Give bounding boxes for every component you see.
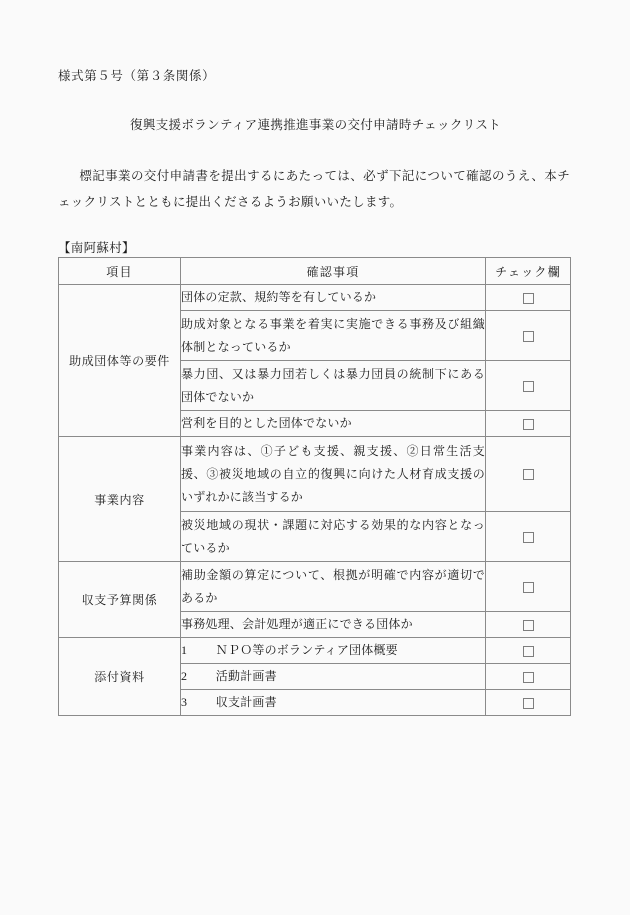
attachment-number: 2 [181, 669, 188, 683]
checklist-item-text [181, 664, 486, 690]
checklist-item-text [181, 638, 486, 664]
checkbox-cell[interactable] [486, 690, 571, 716]
table-row [59, 437, 571, 512]
checkbox-cell[interactable] [486, 562, 571, 612]
checkbox-cell[interactable] [486, 664, 571, 690]
checkbox-icon[interactable] [523, 331, 534, 342]
table-body [59, 285, 571, 716]
checkbox-cell[interactable] [486, 311, 571, 361]
table-header [59, 258, 571, 285]
checklist-table [58, 257, 571, 716]
checkbox-icon[interactable] [523, 532, 534, 543]
checkbox-cell[interactable] [486, 512, 571, 562]
row-group-label: 収支予算関係 [59, 562, 181, 638]
checklist-item-text: 団体の定款、規約等を有しているか [181, 285, 486, 311]
checklist-item-text: 暴力団、又は暴力団若しくは暴力団員の統制下にある団体でないか [181, 361, 486, 411]
attachment-number: 1 [181, 643, 188, 657]
section-label-municipality: 【南阿蘇村】 [58, 241, 135, 255]
intro-text: 標記事業の交付申請書を提出するにあたっては、必ず下記について確認のうえ、本チェックリストとともに提出くださるようお願いいたします。 [58, 169, 570, 209]
checklist-item-text: 営利を目的とした団体でないか [181, 411, 486, 437]
checkbox-cell[interactable] [486, 361, 571, 411]
checkbox-icon[interactable] [523, 646, 534, 657]
checkbox-icon[interactable] [523, 698, 534, 709]
checkbox-cell[interactable] [486, 638, 571, 664]
checklist-item-text: 被災地域の現状・課題に対応する効果的な内容となっているか [181, 512, 486, 562]
attachment-label: 活動計画書 [215, 669, 277, 683]
checkbox-icon[interactable] [523, 293, 534, 304]
column-header-item: 項目 [59, 258, 181, 285]
checkbox-icon[interactable] [523, 620, 534, 631]
checklist-item-text [181, 690, 486, 716]
checkbox-icon[interactable] [523, 469, 534, 480]
checkbox-cell[interactable] [486, 285, 571, 311]
checkbox-cell[interactable] [486, 411, 571, 437]
checklist-item-text: 事務処理、会計処理が適正にできる団体か [181, 612, 486, 638]
column-header-check: チェック欄 [486, 258, 571, 285]
table-row [59, 285, 571, 311]
row-group-label: 助成団体等の要件 [59, 285, 181, 437]
checkbox-icon[interactable] [523, 672, 534, 683]
intro-paragraph [58, 163, 570, 215]
checkbox-cell[interactable] [486, 612, 571, 638]
row-group-label: 添付資料 [59, 638, 181, 716]
table-row [59, 562, 571, 612]
form-number: 様式第５号（第３条関係） [58, 69, 216, 83]
table-row [59, 638, 571, 664]
attachment-label: ＮＰＯ等のボランティア団体概要 [215, 643, 398, 657]
checkbox-icon[interactable] [523, 582, 534, 593]
attachment-label: 収支計画書 [215, 695, 277, 709]
checklist-item-text: 事業内容は、①子ども支援、親支援、②日常生活支援、③被災地域の自立的復興に向けた人材育成支援のいずれかに該当するか [181, 437, 486, 512]
attachment-number: 3 [181, 695, 188, 709]
checkbox-icon[interactable] [523, 419, 534, 430]
page-title: 復興支援ボランティア連携推進事業の交付申請時チェックリスト [130, 118, 502, 132]
column-header-content: 確認事項 [181, 258, 486, 285]
row-group-label: 事業内容 [59, 437, 181, 562]
checkbox-icon[interactable] [523, 381, 534, 392]
table-header-row [59, 258, 571, 285]
checkbox-cell[interactable] [486, 437, 571, 512]
checklist-item-text: 助成対象となる事業を着実に実施できる事務及び組織体制となっているか [181, 311, 486, 361]
checklist-item-text: 補助金額の算定について、根拠が明確で内容が適切であるか [181, 562, 486, 612]
